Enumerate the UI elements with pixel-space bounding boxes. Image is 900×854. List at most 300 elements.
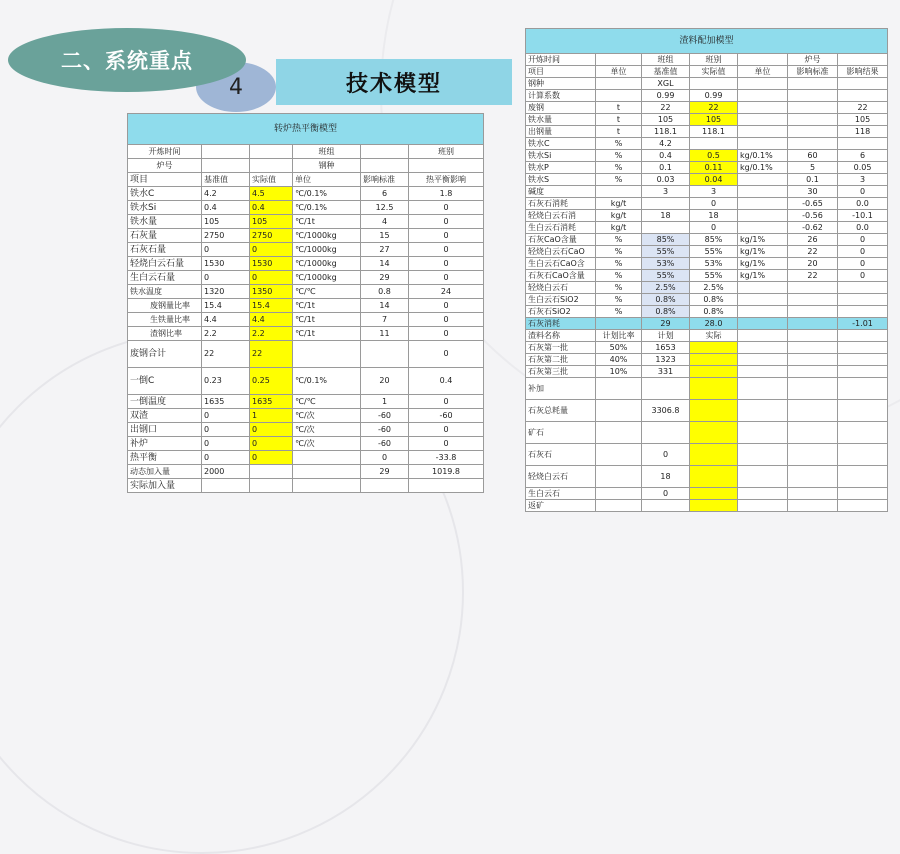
table-cell [738, 114, 788, 126]
row-label: 一倒温度 [128, 395, 202, 409]
table-cell [788, 90, 838, 102]
table-cell [788, 78, 838, 90]
table-cell [838, 378, 888, 400]
table-cell [738, 366, 788, 378]
table-cell [690, 378, 738, 400]
table-cell: ℃/℃ [293, 285, 361, 299]
table-cell: 4.4 [202, 313, 250, 327]
row-label: 石灰石 [526, 444, 596, 466]
table-cell: 27 [361, 243, 409, 257]
table-cell: % [596, 246, 642, 258]
table-cell: kg/t [596, 198, 642, 210]
row-label: 动态加入量 [128, 465, 202, 479]
table-cell [788, 400, 838, 422]
table-cell: 11 [361, 327, 409, 341]
table-cell: 1635 [202, 395, 250, 409]
table-cell: 4 [361, 215, 409, 229]
table-cell [788, 488, 838, 500]
row-label: 计算系数 [526, 90, 596, 102]
table-cell [838, 282, 888, 294]
table-row [128, 327, 484, 341]
table-cell [788, 126, 838, 138]
row-label: 热平衡 [128, 451, 202, 465]
table-cell: ℃/1000kg [293, 229, 361, 243]
table-cell [250, 465, 293, 479]
column-header: 单位 [293, 173, 361, 187]
row-label: 生铁量比率 [128, 313, 202, 327]
row-label: 渣钢比率 [128, 327, 202, 341]
row-label: 石灰第二批 [526, 354, 596, 366]
table-cell: ℃/℃ [293, 395, 361, 409]
table-cell: 0.8% [690, 294, 738, 306]
table-cell: 1350 [250, 285, 293, 299]
table-cell: kg/t [596, 210, 642, 222]
table-cell [361, 145, 409, 159]
table-cell: -0.65 [788, 198, 838, 210]
table-cell: 0 [409, 201, 484, 215]
row-label: 铁水C [526, 138, 596, 150]
table-cell [838, 400, 888, 422]
row-label: 矿石 [526, 422, 596, 444]
table-title: 渣料配加模型 [526, 29, 888, 54]
table-cell [738, 318, 788, 330]
table-cell: t [596, 102, 642, 114]
table-cell: 14 [361, 299, 409, 313]
column-header: 影响标准 [788, 66, 838, 78]
table-cell: 0.11 [690, 162, 738, 174]
table-cell [788, 138, 838, 150]
table-cell: 7 [361, 313, 409, 327]
table-cell: 2750 [202, 229, 250, 243]
column-header: 基准值 [202, 173, 250, 187]
row-label: 铁水S [526, 174, 596, 186]
table-cell [738, 422, 788, 444]
table-cell: 钢种 [293, 159, 361, 173]
table-cell: kg/1% [738, 258, 788, 270]
table-cell [738, 294, 788, 306]
table-cell [409, 159, 484, 173]
table-cell [250, 479, 293, 493]
table-cell [690, 488, 738, 500]
table-cell: 0.4 [202, 201, 250, 215]
table-cell: -33.8 [409, 451, 484, 465]
table-row [526, 422, 888, 444]
table-cell [838, 466, 888, 488]
table-cell: 计划比率 [596, 330, 642, 342]
table-cell: kg/0.1% [738, 150, 788, 162]
slag-material-table [525, 28, 888, 512]
table-cell: XGL [642, 78, 690, 90]
table-cell: 24 [409, 285, 484, 299]
table-cell: 0 [409, 313, 484, 327]
table-cell: 3 [690, 186, 738, 198]
table-cell: ℃/0.1% [293, 368, 361, 395]
table-cell: 55% [690, 270, 738, 282]
table-cell: ℃/0.1% [293, 201, 361, 215]
table-cell: 0.05 [838, 162, 888, 174]
table-cell: 0 [202, 423, 250, 437]
table-row [526, 186, 888, 198]
table-cell: 40% [596, 354, 642, 366]
table-cell: kg/1% [738, 246, 788, 258]
table-cell: % [596, 150, 642, 162]
table-cell [361, 479, 409, 493]
section-title-oval [8, 28, 246, 92]
table-cell [838, 54, 888, 66]
table-cell: 0 [202, 451, 250, 465]
row-label: 石灰第三批 [526, 366, 596, 378]
table-cell [596, 422, 642, 444]
table-cell: 105 [838, 114, 888, 126]
table-cell: 5 [788, 162, 838, 174]
row-label: 轻烧白云石 [526, 466, 596, 488]
table-row [526, 198, 888, 210]
table-cell [838, 444, 888, 466]
table-cell [788, 466, 838, 488]
table-cell: 2.5% [690, 282, 738, 294]
table-cell: 4.4 [250, 313, 293, 327]
table-cell: 22 [642, 102, 690, 114]
table-row [128, 271, 484, 285]
table-cell: 15 [361, 229, 409, 243]
table-cell [250, 145, 293, 159]
table-cell: 53% [690, 258, 738, 270]
table-cell: 0.4 [642, 150, 690, 162]
table-cell: 22 [202, 341, 250, 368]
table-cell: 0 [202, 409, 250, 423]
row-label: 轻烧白云石消 [526, 210, 596, 222]
table-row [526, 150, 888, 162]
table-cell: 0 [409, 215, 484, 229]
table-cell: ℃/次 [293, 437, 361, 451]
table-cell [738, 174, 788, 186]
table-cell: -60 [361, 437, 409, 451]
table-cell: 29 [361, 271, 409, 285]
table-row [526, 102, 888, 114]
table-cell: 0.03 [642, 174, 690, 186]
table-cell: 105 [250, 215, 293, 229]
table-cell: 班别 [690, 54, 738, 66]
table-row [128, 395, 484, 409]
table-cell: 班组 [642, 54, 690, 66]
row-label: 石灰石SiO2 [526, 306, 596, 318]
table-cell: ℃/0.1% [293, 187, 361, 201]
table-cell [738, 222, 788, 234]
table-cell [788, 282, 838, 294]
table-cell: 0 [409, 257, 484, 271]
table-cell: 0.1 [788, 174, 838, 186]
table-cell: 85% [642, 234, 690, 246]
table-cell [738, 126, 788, 138]
table-cell: 炉号 [128, 159, 202, 173]
table-cell: 105 [690, 114, 738, 126]
table-cell: 0 [409, 395, 484, 409]
table-cell: 0 [250, 437, 293, 451]
table-row [128, 313, 484, 327]
table-cell: 15.4 [202, 299, 250, 313]
table-cell: -0.62 [788, 222, 838, 234]
subtitle-box [276, 59, 512, 105]
table-cell: 1 [250, 409, 293, 423]
table-row [526, 330, 888, 342]
table-row [526, 162, 888, 174]
table-cell: ℃/1000kg [293, 257, 361, 271]
table-cell: 3 [838, 174, 888, 186]
table-cell [738, 488, 788, 500]
table-cell [293, 341, 361, 368]
table-row [526, 488, 888, 500]
row-label: 石灰第一批 [526, 342, 596, 354]
table-row [526, 354, 888, 366]
table-row [128, 257, 484, 271]
table-cell: 0 [838, 186, 888, 198]
table-cell [788, 378, 838, 400]
row-label: 轻烧白云石CaO [526, 246, 596, 258]
row-label: 补加 [526, 378, 596, 400]
table-row [526, 282, 888, 294]
table-cell [788, 444, 838, 466]
table-cell [788, 422, 838, 444]
table-cell: 计划 [642, 330, 690, 342]
table-cell: 10% [596, 366, 642, 378]
row-label: 生白云石量 [128, 271, 202, 285]
table-cell: 0.5 [690, 150, 738, 162]
row-label: 石灰总耗量 [526, 400, 596, 422]
row-label: 铁水Si [526, 150, 596, 162]
table-cell: ℃/次 [293, 423, 361, 437]
table-row [526, 466, 888, 488]
table-cell: 1019.8 [409, 465, 484, 479]
table-cell: ℃/1t [293, 313, 361, 327]
table-cell: 6 [361, 187, 409, 201]
table-cell: 0 [409, 341, 484, 368]
table-cell: 22 [838, 102, 888, 114]
row-label: 废钢 [526, 102, 596, 114]
table-cell: 1530 [250, 257, 293, 271]
column-header: 单位 [596, 66, 642, 78]
table-cell: % [596, 162, 642, 174]
table-cell: 55% [690, 246, 738, 258]
table-cell [738, 444, 788, 466]
table-cell [788, 330, 838, 342]
row-label: 实际加入量 [128, 479, 202, 493]
table-cell: 85% [690, 234, 738, 246]
table-cell: 0.8% [642, 294, 690, 306]
table-cell [738, 198, 788, 210]
column-header: 单位 [738, 66, 788, 78]
table-cell [596, 90, 642, 102]
table-cell [738, 210, 788, 222]
table-cell: 6 [838, 150, 888, 162]
table-cell [788, 342, 838, 354]
row-label: 出钢口 [128, 423, 202, 437]
table-row [128, 187, 484, 201]
table-cell: -0.56 [788, 210, 838, 222]
table-cell [596, 444, 642, 466]
table-cell: 55% [642, 246, 690, 258]
table-cell: 14 [361, 257, 409, 271]
table-cell [838, 330, 888, 342]
table-cell: 18 [690, 210, 738, 222]
table-cell: 26 [788, 234, 838, 246]
table-cell: 1320 [202, 285, 250, 299]
table-cell: 0.0 [838, 198, 888, 210]
table-cell [788, 354, 838, 366]
table-cell [596, 400, 642, 422]
table-row [526, 246, 888, 258]
table-cell: ℃/1000kg [293, 271, 361, 285]
table-cell: 20 [361, 368, 409, 395]
table-cell [738, 400, 788, 422]
table-cell: 118.1 [642, 126, 690, 138]
table-row [526, 342, 888, 354]
table-cell: 0 [409, 243, 484, 257]
table-cell: 0.1 [642, 162, 690, 174]
row-label: 碱度 [526, 186, 596, 198]
table-cell: % [596, 174, 642, 186]
table-cell: 55% [642, 270, 690, 282]
table-cell: 0.4 [409, 368, 484, 395]
row-label: 铁水量 [128, 215, 202, 229]
row-label: 生白云石CaO含 [526, 258, 596, 270]
row-label: 石灰石CaO含量 [526, 270, 596, 282]
table-row [526, 258, 888, 270]
table-cell: -10.1 [838, 210, 888, 222]
table-cell [738, 102, 788, 114]
table-row [526, 90, 888, 102]
table-cell [738, 342, 788, 354]
section-title: 二、系统重点 [61, 49, 193, 73]
table-cell: 3 [642, 186, 690, 198]
table-cell [642, 422, 690, 444]
table-cell: % [596, 138, 642, 150]
table-row [526, 444, 888, 466]
table-cell [738, 54, 788, 66]
table-cell [642, 378, 690, 400]
table-cell: 0 [250, 243, 293, 257]
table-cell: 1323 [642, 354, 690, 366]
table-cell: 331 [642, 366, 690, 378]
table-row [128, 299, 484, 313]
table-cell: 2000 [202, 465, 250, 479]
table-cell [690, 366, 738, 378]
table-cell: 1530 [202, 257, 250, 271]
table-cell [293, 465, 361, 479]
table-cell: 0 [409, 327, 484, 341]
table-cell [788, 306, 838, 318]
row-label: 铁水C [128, 187, 202, 201]
table-cell: kg/1% [738, 234, 788, 246]
table-cell [642, 222, 690, 234]
table-cell: 开炼时间 [526, 54, 596, 66]
row-label: 生白云石SiO2 [526, 294, 596, 306]
row-label: 铁水P [526, 162, 596, 174]
table-cell [838, 342, 888, 354]
table-cell: t [596, 126, 642, 138]
table-cell: 22 [690, 102, 738, 114]
table-cell: 0.25 [250, 368, 293, 395]
table-cell [838, 78, 888, 90]
table-cell [838, 488, 888, 500]
table-cell: 22 [788, 270, 838, 282]
table-cell: kg/0.1% [738, 162, 788, 174]
table-cell [596, 318, 642, 330]
table-cell: ℃/1t [293, 327, 361, 341]
table-row [128, 341, 484, 368]
row-label: 轻烧白云石量 [128, 257, 202, 271]
table-cell: 2.5% [642, 282, 690, 294]
table-cell: 1 [361, 395, 409, 409]
column-header: 实际值 [690, 66, 738, 78]
row-label: 废钢量比率 [128, 299, 202, 313]
table-cell: 班别 [409, 145, 484, 159]
table-row [526, 294, 888, 306]
row-label: 生白云石 [526, 488, 596, 500]
table-cell [596, 186, 642, 198]
table-cell [788, 102, 838, 114]
table-cell: 2.2 [202, 327, 250, 341]
table-cell: 53% [642, 258, 690, 270]
table-cell: -1.01 [838, 318, 888, 330]
table-cell: 0 [409, 271, 484, 285]
table-row [526, 270, 888, 282]
column-header: 影响结果 [838, 66, 888, 78]
table-cell: 50% [596, 342, 642, 354]
table-cell: ℃/1t [293, 215, 361, 229]
table-cell [596, 488, 642, 500]
table-cell: 18 [642, 210, 690, 222]
table-row [128, 479, 484, 493]
table-cell: 4.5 [250, 187, 293, 201]
table-cell [738, 138, 788, 150]
table-cell: 4.2 [202, 187, 250, 201]
column-header: 热平衡影响 [409, 173, 484, 187]
table-cell [838, 138, 888, 150]
table-row [526, 78, 888, 90]
table-cell: -60 [361, 409, 409, 423]
table-cell: 0 [838, 234, 888, 246]
table-row [128, 451, 484, 465]
column-header: 基准值 [642, 66, 690, 78]
table-cell [361, 159, 409, 173]
row-label: 废钢合计 [128, 341, 202, 368]
table-cell [361, 341, 409, 368]
table-row [128, 409, 484, 423]
table-cell: 1635 [250, 395, 293, 409]
table-cell: 0 [250, 423, 293, 437]
table-row [128, 437, 484, 451]
column-header: 实际值 [250, 173, 293, 187]
table-cell [202, 145, 250, 159]
table-row [526, 378, 888, 400]
table-cell: 0.8 [361, 285, 409, 299]
section-number: 4 [229, 74, 243, 100]
table-cell: 2.2 [250, 327, 293, 341]
table-cell: 0 [202, 271, 250, 285]
table-cell [838, 306, 888, 318]
table-cell: 0 [838, 258, 888, 270]
table-cell: ℃/次 [293, 409, 361, 423]
table-cell: kg/1% [738, 270, 788, 282]
table-cell: 15.4 [250, 299, 293, 313]
table-cell: 60 [788, 150, 838, 162]
table-cell: 18 [642, 466, 690, 488]
table-cell: 118 [838, 126, 888, 138]
table-cell: 0 [690, 198, 738, 210]
table-cell: t [596, 114, 642, 126]
table-cell: 班组 [293, 145, 361, 159]
table-cell: 105 [642, 114, 690, 126]
